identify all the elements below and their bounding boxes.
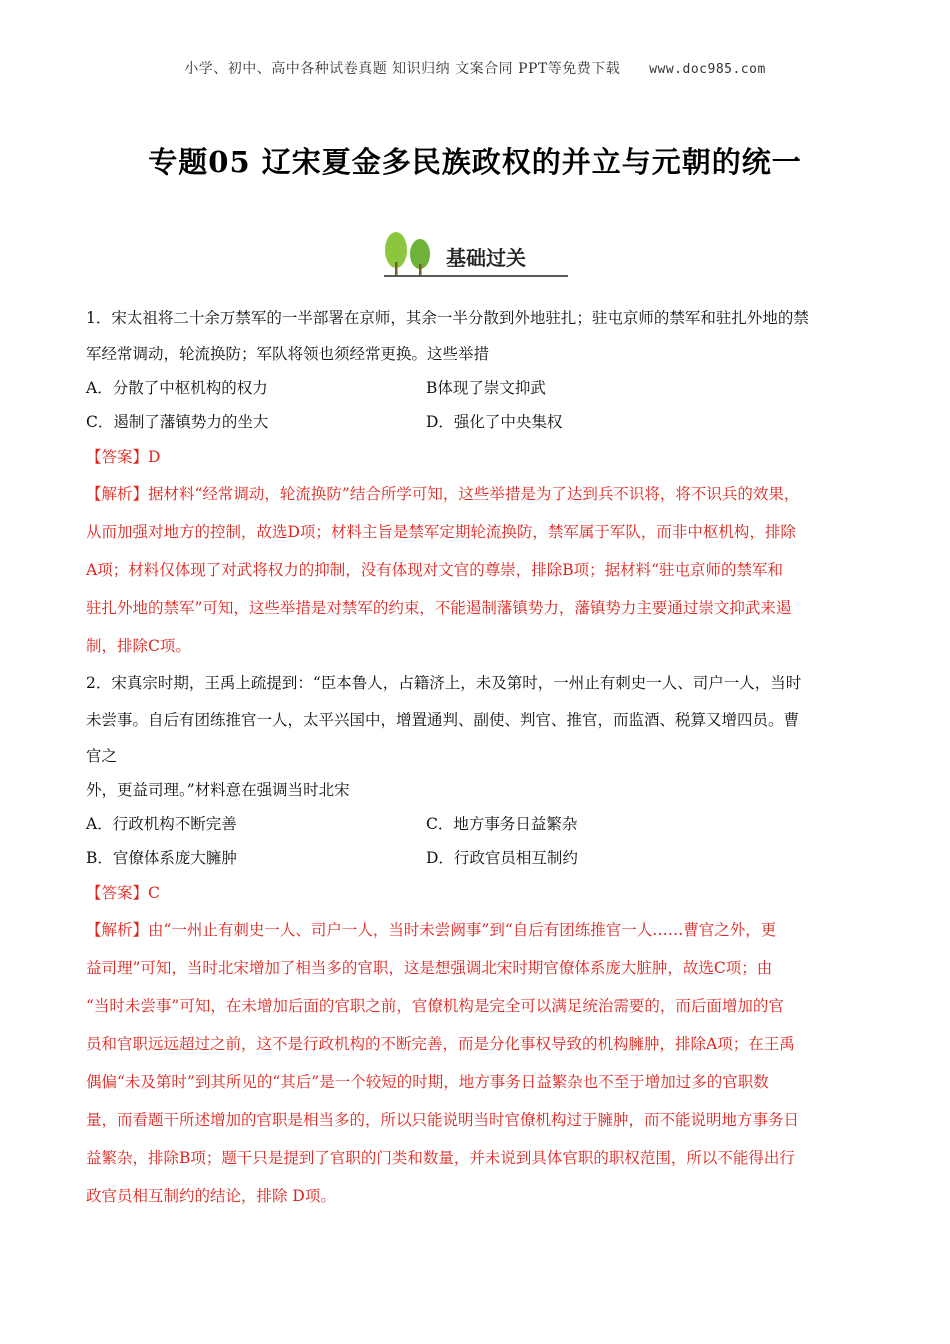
q1-option-d: D．强化了中央集权 bbox=[426, 413, 563, 431]
q2-analysis-line: 【解析】由“一州止有刺史一人、司户一人，当时未尝阙事”到“自后有团练推官一人……曹官之外，更 bbox=[86, 921, 777, 939]
q2-analysis-line: 员和官职远远超过之前，这不是行政机构的不断完善，而是分化事权导致的机构臃肿，排除A项；在王禹 bbox=[86, 1035, 795, 1053]
q1-option-c: C．遏制了藩镇势力的坐大 bbox=[86, 413, 269, 431]
q1-analysis-line: 制，排除C项。 bbox=[86, 637, 191, 655]
q1-options-row2 bbox=[86, 405, 876, 439]
q1-analysis-line: 从而加强对地方的控制，故选D项；材料主旨是禁军定期轮流换防，禁军属于军队，而非中枢机构，排除 bbox=[86, 523, 796, 541]
q2-answer: 【答案】C bbox=[86, 884, 160, 902]
q1-answer: 【答案】D bbox=[86, 448, 161, 466]
q2-option-c: C．地方事务日益繁杂 bbox=[426, 815, 578, 833]
q2-stem-line: 2．宋真宗时期，王禹上疏提到：“臣本鲁人，占籍济上，未及第时，一州止有刺史一人、司户一人，当时 bbox=[86, 674, 802, 692]
q1-analysis-line: 【解析】据材料“经常调动，轮流换防”结合所学可知，这些举措是为了达到兵不识将，将不识兵的效果， bbox=[86, 485, 800, 503]
q2-options-row1 bbox=[86, 807, 876, 841]
page-title: 专题05 辽宋夏金多民族政权的并立与元朝的统一 bbox=[148, 145, 802, 179]
question-content bbox=[86, 300, 876, 1215]
q2-analysis-line: 益繁杂，排除B项；题干只是提到了官职的门类和数量，并未说到具体官职的职权范围，所以不能得出行 bbox=[86, 1149, 795, 1167]
section-banner bbox=[380, 228, 570, 280]
q2-stem-line: 官之 bbox=[86, 747, 118, 765]
q2-option-b: B．官僚体系庞大臃肿 bbox=[86, 849, 237, 867]
q2-stem-line: 未尝事。自后有团练推官一人，太平兴国中，增置通判、副使、判官、推官，而监酒、税算又增四员。曹 bbox=[86, 711, 800, 729]
q1-stem-line1: 1．宋太祖将二十余万禁军的一半部署在京师，其余一半分散到外地驻扎；驻屯京师的禁军和驻扎外地的禁 bbox=[86, 309, 809, 327]
q2-option-d: D．行政官员相互制约 bbox=[426, 849, 578, 867]
q1-options-row1 bbox=[86, 371, 876, 405]
q2-options-row2 bbox=[86, 841, 876, 875]
q1-option-a: A．分散了中枢机构的权力 bbox=[86, 379, 268, 397]
q1-option-b: B体现了崇文抑武 bbox=[426, 379, 546, 397]
q2-option-a: A．行政机构不断完善 bbox=[86, 815, 237, 833]
header-text: 小学、初中、高中各种试卷真题 知识归纳 文案合同 PPT等免费下载 bbox=[184, 61, 621, 77]
q1-analysis-line: 驻扎外地的禁军”可知，这些举措是对禁军的约束，不能遏制藩镇势力，藩镇势力主要通过崇文抑武来遏 bbox=[86, 599, 792, 617]
q2-analysis-line: 偶偏“未及第时”到其所见的“其后”是一个较短的时期，地方事务日益繁杂也不至于增加过多的官职数 bbox=[86, 1073, 769, 1091]
banner-label: 基础过关 bbox=[446, 246, 526, 270]
q2-analysis-line: 益司理”可知，当时北宋增加了相当多的官职，这是想强调北宋时期官僚体系庞大脏肿，故选C项；由 bbox=[86, 959, 773, 977]
header-url[interactable]: www.doc985.com bbox=[649, 62, 766, 77]
q2-analysis-line: 政官员相互制约的结论，排除 D项。 bbox=[86, 1187, 336, 1205]
page-header bbox=[0, 58, 950, 78]
q2-analysis-line: 量，而看题干所述增加的官职是相当多的，所以只能说明当时官僚机构过于臃肿，而不能说明地方事务日 bbox=[86, 1111, 800, 1129]
q1-stem-line2: 军经常调动，轮流换防；军队将领也须经常更换。这些举措 bbox=[86, 345, 490, 363]
q1-analysis-line: A项；材料仅体现了对武将权力的抑制，没有体现对文官的尊崇，排除B项；据材料“驻屯京师的禁军和 bbox=[86, 561, 784, 579]
q2-analysis-line: “当时未尝事”可知，在未增加后面的官职之前，官僚机构是完全可以满足统治需要的，而后面增加的官 bbox=[86, 997, 784, 1015]
q2-stem-line: 外，更益司理。”材料意在强调当时北宋 bbox=[86, 781, 350, 799]
